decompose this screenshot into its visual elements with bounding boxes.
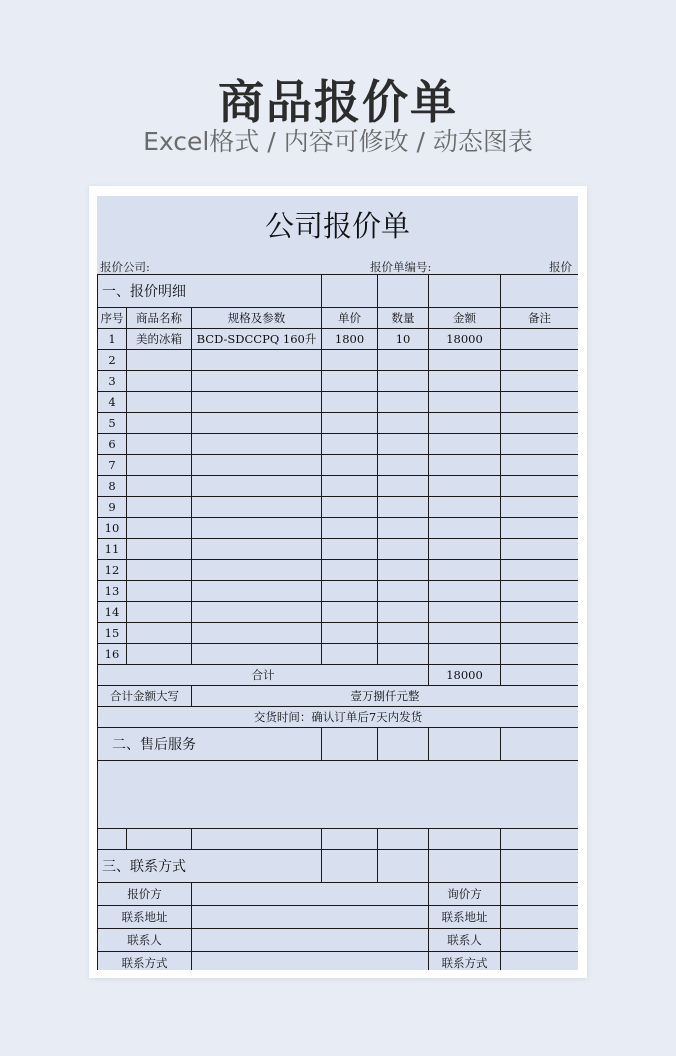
table-cell[interactable] bbox=[378, 275, 429, 308]
quantity-cell[interactable] bbox=[378, 350, 429, 371]
amount-cell[interactable] bbox=[429, 434, 501, 455]
product-spec-cell[interactable] bbox=[192, 623, 322, 644]
remark-cell[interactable] bbox=[501, 602, 578, 623]
product-spec-cell[interactable] bbox=[192, 539, 322, 560]
row-number-cell: 2 bbox=[98, 350, 127, 371]
row-number-cell: 5 bbox=[98, 413, 127, 434]
unit-price-cell[interactable] bbox=[322, 518, 378, 539]
poster-title: 商品报价单 bbox=[218, 75, 458, 129]
inquirer-person-label: 联系人 bbox=[429, 929, 501, 952]
table-cell[interactable] bbox=[429, 275, 501, 308]
product-spec-cell[interactable] bbox=[192, 518, 322, 539]
table-cell[interactable] bbox=[378, 850, 429, 883]
table-cell[interactable] bbox=[429, 850, 501, 883]
table-row bbox=[98, 602, 579, 623]
product-name-cell[interactable] bbox=[127, 476, 192, 497]
table-row bbox=[98, 497, 579, 518]
quantity-cell[interactable] bbox=[378, 413, 429, 434]
table-cell[interactable] bbox=[429, 829, 501, 850]
column-header: 备注 bbox=[501, 308, 578, 329]
product-spec-cell[interactable] bbox=[192, 497, 322, 518]
remark-cell[interactable] bbox=[501, 539, 578, 560]
quantity-cell[interactable] bbox=[378, 371, 429, 392]
unit-price-cell[interactable] bbox=[322, 623, 378, 644]
quantity-cell[interactable]: 10 bbox=[378, 329, 429, 350]
table-row bbox=[98, 455, 579, 476]
section-label: 三、联系方式 bbox=[98, 850, 322, 883]
table-row bbox=[98, 329, 579, 350]
remark-cell[interactable] bbox=[501, 497, 578, 518]
product-name-cell[interactable] bbox=[127, 413, 192, 434]
meta-number-label: 报价单编号: bbox=[370, 260, 432, 274]
contact-method-row bbox=[98, 952, 579, 971]
row-number-cell: 6 bbox=[98, 434, 127, 455]
table-row bbox=[98, 518, 579, 539]
inquirer-header: 询价方 bbox=[429, 883, 501, 906]
amount-cell[interactable] bbox=[429, 371, 501, 392]
quoter-method-label: 联系方式 bbox=[98, 952, 192, 971]
quantity-cell[interactable] bbox=[378, 644, 429, 665]
amount-cell[interactable] bbox=[429, 644, 501, 665]
product-name-cell[interactable] bbox=[127, 497, 192, 518]
after-sales-content-row bbox=[98, 761, 579, 829]
column-header: 商品名称 bbox=[127, 308, 192, 329]
product-spec-cell[interactable] bbox=[192, 560, 322, 581]
remark-cell[interactable] bbox=[501, 518, 578, 539]
delivery-row bbox=[98, 707, 579, 728]
row-number-cell: 3 bbox=[98, 371, 127, 392]
quoter-value[interactable] bbox=[192, 883, 429, 906]
remark-cell[interactable] bbox=[501, 581, 578, 602]
amount-cell[interactable] bbox=[429, 602, 501, 623]
unit-price-cell[interactable]: 1800 bbox=[322, 329, 378, 350]
quantity-cell[interactable] bbox=[378, 455, 429, 476]
unit-price-cell[interactable] bbox=[322, 581, 378, 602]
total-words-row bbox=[98, 686, 579, 707]
row-number-cell: 4 bbox=[98, 392, 127, 413]
row-number-cell: 16 bbox=[98, 644, 127, 665]
blank-row bbox=[98, 829, 579, 850]
amount-cell[interactable] bbox=[429, 623, 501, 644]
product-name-cell[interactable]: 美的冰箱 bbox=[127, 329, 192, 350]
inquirer-address-value[interactable] bbox=[501, 906, 578, 929]
table-cell[interactable] bbox=[429, 728, 501, 761]
table-row bbox=[98, 413, 579, 434]
column-header: 单价 bbox=[322, 308, 378, 329]
quantity-cell[interactable] bbox=[378, 476, 429, 497]
amount-cell[interactable] bbox=[429, 476, 501, 497]
row-number-cell: 11 bbox=[98, 539, 127, 560]
unit-price-cell[interactable] bbox=[322, 413, 378, 434]
quantity-cell[interactable] bbox=[378, 497, 429, 518]
column-header: 规格及参数 bbox=[192, 308, 322, 329]
column-header: 金额 bbox=[429, 308, 501, 329]
product-spec-cell[interactable] bbox=[192, 581, 322, 602]
remark-cell[interactable] bbox=[501, 455, 578, 476]
table-cell[interactable] bbox=[501, 728, 578, 761]
unit-price-cell[interactable] bbox=[322, 392, 378, 413]
inquirer-value[interactable] bbox=[501, 883, 578, 906]
product-spec-cell[interactable] bbox=[192, 434, 322, 455]
unit-price-cell[interactable] bbox=[322, 434, 378, 455]
table-cell[interactable] bbox=[127, 829, 192, 850]
inquirer-person-value[interactable] bbox=[501, 929, 578, 952]
product-name-cell[interactable] bbox=[127, 623, 192, 644]
section-label: 一、报价明细 bbox=[98, 275, 322, 308]
quoter-address-value[interactable] bbox=[192, 906, 429, 929]
quantity-cell[interactable] bbox=[378, 539, 429, 560]
quoter-person-value[interactable] bbox=[192, 929, 429, 952]
total-label: 合计 bbox=[98, 665, 429, 686]
total-words-label: 合计金额大写 bbox=[98, 686, 192, 707]
table-row bbox=[98, 560, 579, 581]
row-number-cell: 7 bbox=[98, 455, 127, 476]
inquirer-method-label: 联系方式 bbox=[429, 952, 501, 971]
product-spec-cell[interactable] bbox=[192, 392, 322, 413]
row-number-cell: 10 bbox=[98, 518, 127, 539]
remark-cell[interactable] bbox=[501, 644, 578, 665]
remark-cell[interactable] bbox=[501, 434, 578, 455]
amount-cell[interactable]: 18000 bbox=[429, 329, 501, 350]
unit-price-cell[interactable] bbox=[322, 476, 378, 497]
meta-company-label: 报价公司: bbox=[100, 260, 150, 274]
table-cell[interactable] bbox=[501, 850, 578, 883]
after-sales-content[interactable] bbox=[98, 761, 579, 829]
table-row bbox=[98, 350, 579, 371]
row-number-cell: 9 bbox=[98, 497, 127, 518]
sheet-title: 公司报价单 bbox=[264, 209, 410, 243]
inquirer-method-value[interactable] bbox=[501, 952, 578, 971]
section-quote-details bbox=[98, 275, 579, 308]
quantity-cell[interactable] bbox=[378, 560, 429, 581]
poster-subtitle: Excel格式 / 内容可修改 / 动态图表 bbox=[143, 127, 533, 156]
section-after-sales bbox=[98, 728, 579, 761]
quoter-header: 报价方 bbox=[98, 883, 192, 906]
quantity-cell[interactable] bbox=[378, 518, 429, 539]
section-label: 二、售后服务 bbox=[98, 728, 322, 761]
remark-cell[interactable] bbox=[501, 413, 578, 434]
remark-cell[interactable] bbox=[501, 476, 578, 497]
row-number-cell: 8 bbox=[98, 476, 127, 497]
product-spec-cell[interactable] bbox=[192, 350, 322, 371]
total-words-value[interactable]: 壹万捌仟元整 bbox=[192, 686, 579, 707]
product-name-cell[interactable] bbox=[127, 455, 192, 476]
row-number-cell: 12 bbox=[98, 560, 127, 581]
product-spec-cell[interactable] bbox=[192, 644, 322, 665]
product-name-cell[interactable] bbox=[127, 539, 192, 560]
table-cell[interactable] bbox=[501, 275, 578, 308]
remark-cell[interactable] bbox=[501, 371, 578, 392]
table-row bbox=[98, 539, 579, 560]
product-spec-cell[interactable] bbox=[192, 413, 322, 434]
total-value[interactable]: 18000 bbox=[429, 665, 501, 686]
unit-price-cell[interactable] bbox=[322, 644, 378, 665]
table-cell[interactable] bbox=[322, 728, 378, 761]
table-cell[interactable] bbox=[378, 829, 429, 850]
amount-cell[interactable] bbox=[429, 581, 501, 602]
table-row bbox=[98, 644, 579, 665]
quoter-method-value[interactable] bbox=[192, 952, 429, 971]
quantity-cell[interactable] bbox=[378, 623, 429, 644]
table-cell[interactable] bbox=[192, 829, 322, 850]
table-row bbox=[98, 371, 579, 392]
amount-cell[interactable] bbox=[429, 350, 501, 371]
product-name-cell[interactable] bbox=[127, 350, 192, 371]
remark-cell[interactable] bbox=[501, 560, 578, 581]
amount-cell[interactable] bbox=[429, 560, 501, 581]
remark-cell[interactable] bbox=[501, 350, 578, 371]
product-name-cell[interactable] bbox=[127, 392, 192, 413]
quoter-address-label: 联系地址 bbox=[98, 906, 192, 929]
table-cell[interactable] bbox=[98, 829, 127, 850]
row-number-cell: 13 bbox=[98, 581, 127, 602]
amount-cell[interactable] bbox=[429, 497, 501, 518]
amount-cell[interactable] bbox=[429, 455, 501, 476]
table-cell[interactable] bbox=[501, 829, 578, 850]
table-cell[interactable] bbox=[322, 850, 378, 883]
column-header: 序号 bbox=[98, 308, 127, 329]
inquirer-address-label: 联系地址 bbox=[429, 906, 501, 929]
table-cell[interactable] bbox=[378, 728, 429, 761]
unit-price-cell[interactable] bbox=[322, 350, 378, 371]
product-name-cell[interactable] bbox=[127, 518, 192, 539]
table-cell[interactable] bbox=[322, 829, 378, 850]
unit-price-cell[interactable] bbox=[322, 455, 378, 476]
unit-price-cell[interactable] bbox=[322, 539, 378, 560]
quantity-cell[interactable] bbox=[378, 434, 429, 455]
section-contact bbox=[98, 850, 579, 883]
quoter-person-label: 联系人 bbox=[98, 929, 192, 952]
column-header-row bbox=[98, 308, 579, 329]
contact-address-row bbox=[98, 906, 579, 929]
row-number-cell: 15 bbox=[98, 623, 127, 644]
table-cell[interactable] bbox=[322, 275, 378, 308]
row-number-cell: 1 bbox=[98, 329, 127, 350]
product-spec-cell[interactable] bbox=[192, 476, 322, 497]
quantity-cell[interactable] bbox=[378, 602, 429, 623]
product-spec-cell[interactable] bbox=[192, 455, 322, 476]
quantity-cell[interactable] bbox=[378, 392, 429, 413]
unit-price-cell[interactable] bbox=[322, 497, 378, 518]
total-row bbox=[98, 665, 579, 686]
product-name-cell[interactable] bbox=[127, 434, 192, 455]
quote-table-body bbox=[98, 275, 579, 665]
table-row bbox=[98, 476, 579, 497]
amount-cell[interactable] bbox=[429, 413, 501, 434]
table-row bbox=[98, 581, 579, 602]
delivery-text[interactable]: 交货时间：确认订单后7天内发货 bbox=[98, 707, 579, 728]
product-name-cell[interactable] bbox=[127, 581, 192, 602]
product-name-cell[interactable] bbox=[127, 602, 192, 623]
quote-table-footer bbox=[98, 665, 579, 971]
unit-price-cell[interactable] bbox=[322, 602, 378, 623]
table-cell[interactable] bbox=[501, 665, 578, 686]
remark-cell[interactable] bbox=[501, 623, 578, 644]
product-name-cell[interactable] bbox=[127, 371, 192, 392]
quantity-cell[interactable] bbox=[378, 581, 429, 602]
amount-cell[interactable] bbox=[429, 539, 501, 560]
meta-date-label: 报价 bbox=[549, 260, 572, 274]
product-spec-cell[interactable] bbox=[192, 602, 322, 623]
quote-sheet bbox=[97, 196, 578, 970]
contact-person-row bbox=[98, 929, 579, 952]
row-number-cell: 14 bbox=[98, 602, 127, 623]
product-name-cell[interactable] bbox=[127, 644, 192, 665]
unit-price-cell[interactable] bbox=[322, 371, 378, 392]
quote-table bbox=[97, 274, 578, 970]
product-spec-cell[interactable] bbox=[192, 371, 322, 392]
amount-cell[interactable] bbox=[429, 518, 501, 539]
table-row bbox=[98, 434, 579, 455]
remark-cell[interactable] bbox=[501, 329, 578, 350]
table-row bbox=[98, 392, 579, 413]
product-spec-cell[interactable]: BCD-SDCCPQ 160升 bbox=[192, 329, 322, 350]
contact-header-row bbox=[98, 883, 579, 906]
unit-price-cell[interactable] bbox=[322, 560, 378, 581]
remark-cell[interactable] bbox=[501, 392, 578, 413]
amount-cell[interactable] bbox=[429, 392, 501, 413]
column-header: 数量 bbox=[378, 308, 429, 329]
table-row bbox=[98, 623, 579, 644]
product-name-cell[interactable] bbox=[127, 560, 192, 581]
